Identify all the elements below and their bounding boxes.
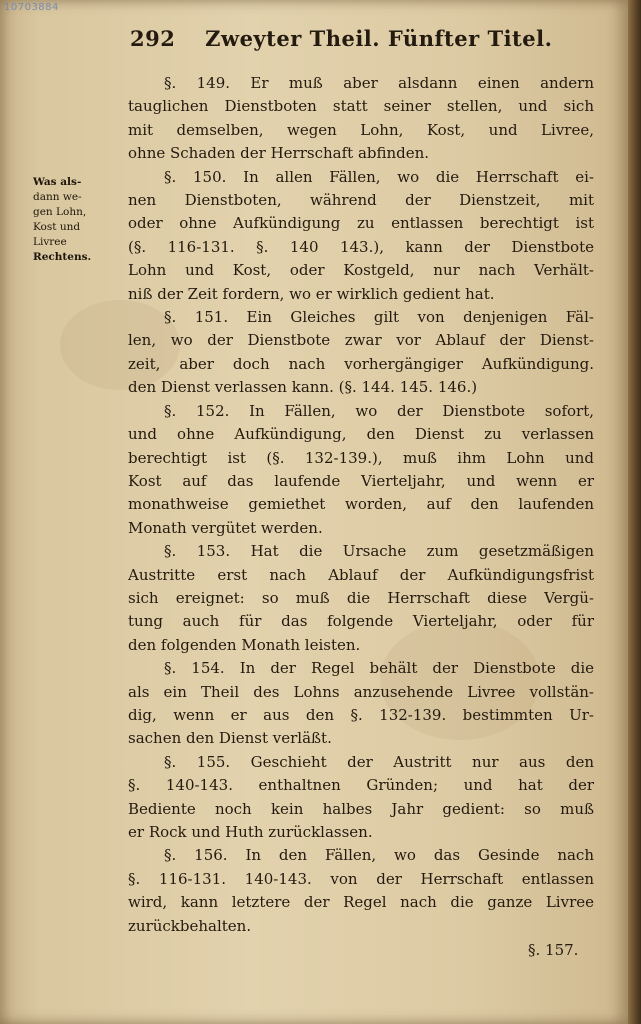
text-line: niß der Zeit fordern, wo er wirklich gedient hat. [128, 284, 495, 303]
text-line: sachen den Dienst verläßt. [128, 729, 332, 748]
text-line: Kost auf das laufende Vierteljahr, und wenn er [128, 471, 594, 490]
page-number: 292 [130, 26, 176, 51]
text-line: ohne Schaden der Herrschaft abfinden. [128, 144, 430, 163]
text-line: len, wo der Dienstbote zwar vor Ablauf der Dienst- [128, 331, 594, 350]
marginal-note-line: Kost und [33, 221, 81, 233]
text-line: den folgenden Monath leisten. [128, 635, 361, 654]
text-line: §. 154. In der Regel behält der Dienstbote die [164, 659, 594, 678]
text-line: dig, wenn er aus den §. 132-139. bestimmten Ur- [128, 705, 594, 724]
marginal-note-line: Was als- [33, 176, 82, 188]
text-line: §. 155. Geschieht der Austritt nur aus den [164, 752, 594, 771]
running-title: Zweyter Theil. Fünfter Titel. [205, 26, 553, 51]
text-line: tauglichen Dienstboten statt seiner stellen, und sich [128, 97, 594, 116]
text-line: nen Dienstboten, während der Dienstzeit, mit [128, 191, 594, 210]
body-text [128, 72, 594, 938]
text-line: oder ohne Aufkündigung zu entlassen berechtigt ist [128, 214, 594, 233]
text-line: monathweise gemiethet worden, auf den laufenden [128, 495, 594, 514]
text-line: zurückbehalten. [128, 916, 252, 935]
text-line: zeit, aber doch nach vorhergängiger Aufkündigung. [128, 354, 594, 373]
text-line: wird, kann letztere der Regel nach die ganze Livree [128, 893, 594, 912]
marginal-note [33, 175, 111, 265]
text-line: §. 149. Er muß aber alsdann einen andern [164, 74, 594, 92]
text-line: Bediente noch kein halbes Jahr gedient: so muß [128, 799, 594, 818]
text-line: als ein Theil des Lohns anzusehende Livree vollstän- [128, 682, 594, 701]
text-line: tung auch für das folgende Vierteljahr, oder für [128, 612, 594, 631]
running-header [130, 26, 552, 51]
text-line: Monath vergütet werden. [128, 518, 323, 537]
text-line: mit demselben, wegen Lohn, Kost, und Livree, [128, 120, 594, 139]
text-line: sich ereignet: so muß die Herrschaft diese Vergü- [128, 588, 594, 607]
text-line: und ohne Aufkündigung, den Dienst zu verlassen [128, 425, 594, 444]
text-line: (§. 116-131. §. 140 143.), kann der Dienstbote [128, 237, 594, 256]
catchword: §. 157. [528, 941, 579, 959]
page-id: 10703884 [4, 2, 59, 13]
text-line: §. 150. In allen Fällen, wo die Herrschaft ei- [164, 167, 594, 186]
text-line: §. 153. Hat die Ursache zum gesetzmäßigen [164, 542, 594, 561]
text-line: den Dienst verlassen kann. (§. 144. 145. 146.) [128, 378, 478, 397]
text-line: §. 151. Ein Gleiches gilt von denjenigen Fäl- [164, 308, 594, 327]
marginal-note-line: dann we- [33, 191, 82, 203]
text-line: §. 152. In Fällen, wo der Dienstbote sofort, [164, 401, 594, 420]
marginal-note-line: Rechtens. [33, 251, 92, 263]
text-line: Austritte erst nach Ablauf der Aufkündigungsfrist [128, 565, 594, 584]
text-line: Lohn und Kost, oder Kostgeld, nur nach Verhält- [128, 261, 594, 280]
text-line: berechtigt ist (§. 132-139.), muß ihm Lohn und [128, 448, 594, 467]
text-line: §. 156. In den Fällen, wo das Gesinde nach [164, 846, 594, 865]
text-line: §. 116-131. 140-143. von der Herrschaft entlassen [128, 869, 594, 888]
marginal-note-line: Livree [33, 236, 67, 248]
marginal-note-line: gen Lohn, [33, 206, 87, 218]
text-line: er Rock und Huth zurücklassen. [128, 823, 373, 841]
text-line: §. 140-143. enthaltnen Gründen; und hat der [128, 776, 594, 795]
page-edge [628, 0, 641, 1024]
